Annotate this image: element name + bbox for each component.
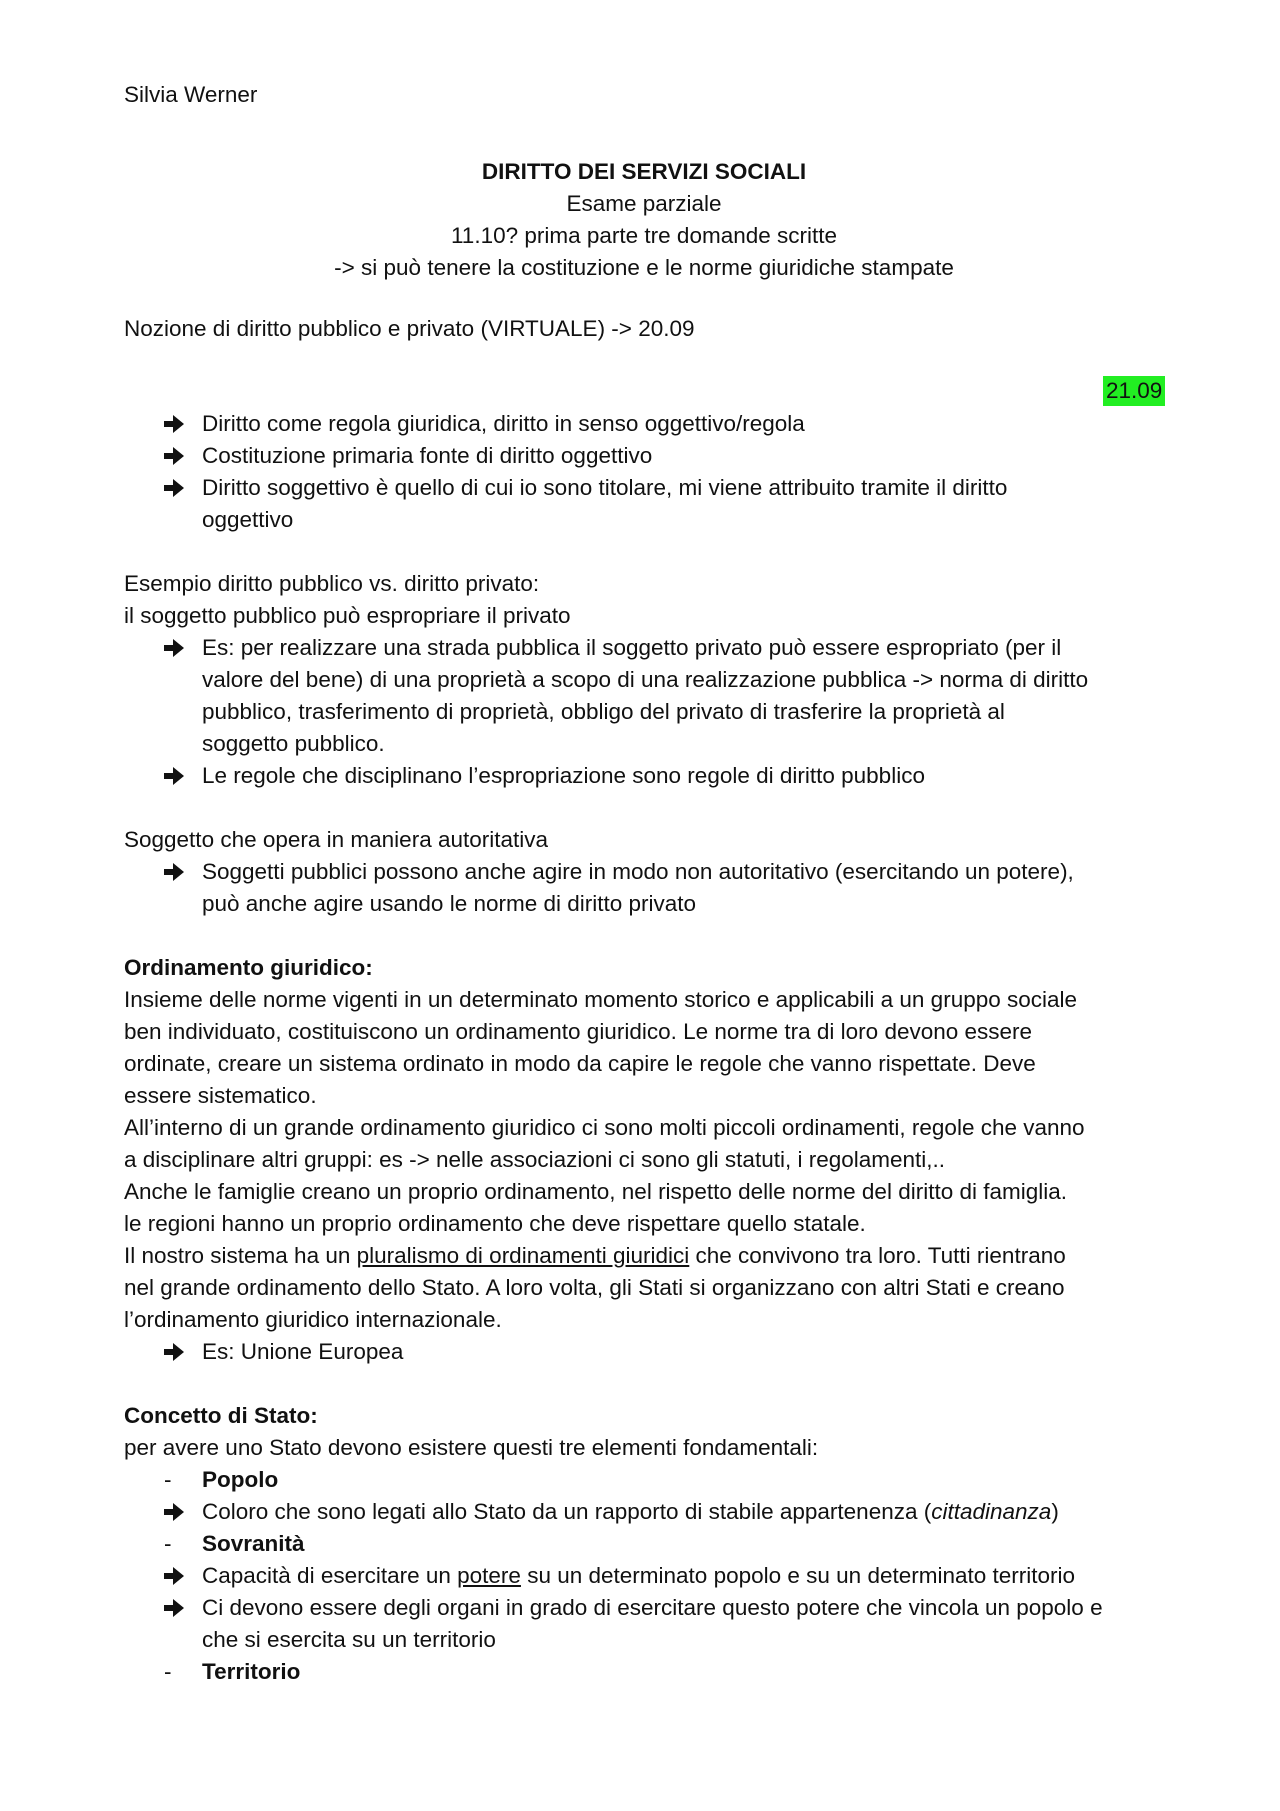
list-item-text: pubblico, trasferimento di proprietà, obbligo del privato di trasferire la proprietà al (202, 699, 1005, 724)
arrow-icon (164, 408, 202, 440)
paragraph-line: nel grande ordinamento dello Stato. A loro volta, gli Stati si organizzano con altri Stati e creano (124, 1275, 1065, 1300)
list-item (164, 760, 1164, 792)
text-span: Il nostro sistema ha un (124, 1243, 357, 1268)
paragraph-line: essere sistematico. (124, 1083, 317, 1108)
arrow-icon (164, 1560, 202, 1592)
list-item-text: può anche agire usando le norme di diritto privato (202, 891, 697, 916)
list-item-text: oggettivo (202, 507, 294, 532)
list-item-text: Es: per realizzare una strada pubblica il soggetto privato può essere espropriato (per il (202, 635, 1062, 660)
exam-info-line: 11.10? prima parte tre domande scritte (450, 223, 838, 248)
paragraph-line: le regioni hanno un proprio ordinamento che deve rispettare quello statale. (124, 1211, 866, 1236)
underlined-term: potere (457, 1563, 521, 1588)
list-item (164, 1496, 1164, 1528)
list-item (164, 1528, 1164, 1560)
text-span: che convivono tra loro. Tutti rientrano (689, 1243, 1066, 1268)
list-item (164, 440, 1164, 472)
italic-term: cittadinanza (931, 1499, 1052, 1524)
dash-marker: - (164, 1659, 172, 1684)
list-item (164, 1560, 1164, 1592)
paragraph-line: Insieme delle norme vigenti in un determinato momento storico e applicabili a un gruppo sociale (124, 987, 1078, 1012)
arrow-icon (164, 440, 202, 472)
element-label: Sovranità (202, 1531, 305, 1556)
list-item-text: che si esercita su un territorio (202, 1627, 496, 1652)
document-header (124, 156, 1164, 284)
arrow-icon (164, 1496, 202, 1528)
arrow-icon (164, 760, 202, 792)
list-item-text: Es: Unione Europea (202, 1339, 404, 1364)
date-badge: 21.09 (1103, 376, 1165, 406)
paragraph-line: ordinate, creare un sistema ordinato in modo da capire le regole che vanno rispettate. Deve (124, 1051, 1036, 1076)
document-subtitle: Esame parziale (566, 191, 722, 216)
list-item-text: Diritto come regola giuridica, diritto in senso oggettivo/regola (202, 411, 805, 436)
ordinamento-section (124, 952, 1164, 1336)
list-item-text: soggetto pubblico. (202, 731, 385, 756)
dash-marker: - (164, 1467, 172, 1492)
list-item (164, 1336, 1164, 1368)
document-title: DIRITTO DEI SERVIZI SOCIALI (481, 159, 807, 184)
arrow-icon (164, 1592, 202, 1656)
list-item (164, 408, 1164, 440)
example-line: Esempio diritto pubblico vs. diritto privato: (124, 571, 540, 596)
list-item-text: Le regole che disciplinano l’espropriazione sono regole di diritto pubblico (202, 763, 925, 788)
arrow-icon (164, 632, 202, 760)
list-item (164, 632, 1164, 760)
list-item-text (202, 1496, 1164, 1528)
paragraph-line: All’interno di un grande ordinamento giuridico ci sono molti piccoli ordinamenti, regole che vanno (124, 1115, 1085, 1140)
list-item-text (202, 1560, 1164, 1592)
list-item (164, 856, 1164, 920)
intro-line: Nozione di diritto pubblico e privato (VIRTUALE) -> 20.09 (124, 316, 695, 341)
arrow-icon (164, 856, 202, 920)
text-span: ) (1051, 1499, 1059, 1524)
section-heading: Ordinamento giuridico: (124, 955, 373, 980)
paragraph-line: Anche le famiglie creano un proprio ordinamento, nel rispetto delle norme del diritto di famiglia. (124, 1179, 1068, 1204)
dash-marker: - (164, 1531, 172, 1556)
stato-section (124, 1400, 1164, 1464)
text-span: Capacità di esercitare un (202, 1563, 458, 1588)
arrow-icon (164, 472, 202, 536)
paragraph-line: ben individuato, costituiscono un ordinamento giuridico. Le norme tra di loro devono essere (124, 1019, 1033, 1044)
text-span: su un determinato popolo e su un determinato territorio (520, 1563, 1076, 1588)
element-label: Popolo (202, 1467, 279, 1492)
authority-line: Soggetto che opera in maniera autoritativa (124, 827, 549, 852)
list-item (164, 1464, 1164, 1496)
paragraph-line (124, 1240, 1164, 1272)
paragraph-line: a disciplinare altri gruppi: es -> nelle associazioni ci sono gli statuti, i regolamenti,.. (124, 1147, 946, 1172)
list-item-text: valore del bene) di una proprietà a scopo di una realizzazione pubblica -> norma di diritto (202, 667, 1089, 692)
author-name: Silvia Werner (124, 82, 258, 107)
paragraph-line: l’ordinamento giuridico internazionale. (124, 1307, 502, 1332)
list-item (164, 1592, 1164, 1656)
example-line: il soggetto pubblico può espropriare il privato (124, 603, 571, 628)
element-label: Territorio (202, 1659, 301, 1684)
arrow-icon (164, 1336, 202, 1368)
list-item-text: Diritto soggettivo è quello di cui io sono titolare, mi viene attribuito tramite il diritto (202, 475, 1008, 500)
exam-note-line: -> si può tenere la costituzione e le norme giuridiche stampate (334, 255, 954, 280)
underlined-term: pluralismo di ordinamenti giuridici (356, 1243, 690, 1268)
list-item-text: Soggetti pubblici possono anche agire in modo non autoritativo (esercitando un potere), (202, 859, 1074, 884)
list-item-text: Ci devono essere degli organi in grado di esercitare questo potere che vincola un popolo e (202, 1595, 1103, 1620)
list-item-text: Costituzione primaria fonte di diritto oggettivo (202, 443, 653, 468)
section-heading: Concetto di Stato: (124, 1403, 318, 1428)
paragraph-line: per avere uno Stato devono esistere questi tre elementi fondamentali: (124, 1435, 819, 1460)
example-block (124, 568, 1164, 632)
list-item (164, 472, 1164, 536)
text-span: Coloro che sono legati allo Stato da un rapporto di stabile appartenenza ( (202, 1499, 932, 1524)
list-item (164, 1656, 1164, 1688)
